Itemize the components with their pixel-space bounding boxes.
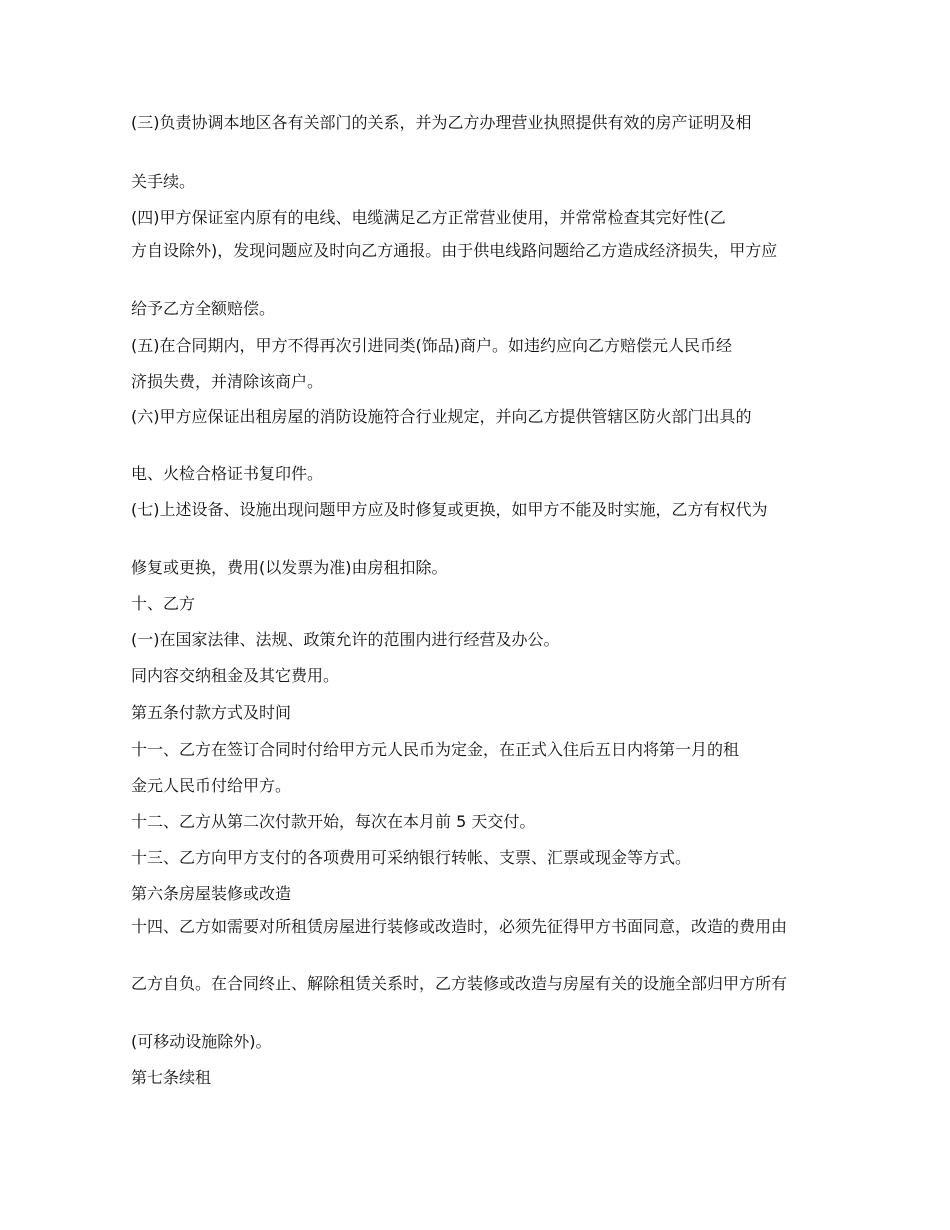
- paragraph-line-17: 十三、乙方向甲方支付的各项费用可采纳银行转帐、支票、汇票或现金等方式。: [131, 848, 692, 867]
- paragraph-line-11: 修复或更换，费用(以发票为准)由房租扣除。: [131, 558, 448, 577]
- paragraph-line-15: 金元人民币付给甲方。: [131, 776, 292, 795]
- paragraph-line-7: 济损失费，并清除该商户。: [131, 372, 324, 391]
- paragraph-line-13: 同内容交纳租金及其它费用。: [131, 666, 340, 685]
- paragraph-line-2: 关手续。: [131, 172, 196, 191]
- article-heading-6: 第六条房屋装修或改造: [131, 884, 292, 903]
- paragraph-line-19: 乙方自负。在合同终止、解除租赁关系时，乙方装修或改造与房屋有关的设施全部归甲方所有: [131, 974, 788, 993]
- paragraph-line-1: (三)负责协调本地区各有关部门的关系，并为乙方办理营业执照提供有效的房产证明及相: [131, 113, 752, 132]
- paragraph-line-8: (六)甲方应保证出租房屋的消防设施符合行业规定，并向乙方提供管辖区防火部门出具的: [131, 407, 752, 426]
- paragraph-line-16: 十二、乙方从第二次付款开始，每次在本月前 5 天交付。: [131, 812, 536, 831]
- paragraph-line-14: 十一、乙方在签订合同时付给甲方元人民币为定金，在正式入住后五日内将第一月的租: [131, 740, 740, 759]
- article-heading-7: 第七条续租: [131, 1068, 212, 1087]
- article-heading-5: 第五条付款方式及时间: [131, 703, 292, 722]
- paragraph-line-3: (四)甲方保证室内原有的电线、电缆满足乙方正常营业使用，并常常检查其完好性(乙: [131, 208, 726, 227]
- paragraph-line-9: 电、火检合格证书复印件。: [131, 464, 324, 483]
- paragraph-line-4: 方自设除外)，发现问题应及时向乙方通报。由于供电线路问题给乙方造成经济损失，甲方应: [131, 241, 778, 260]
- paragraph-line-5: 给予乙方全额赔偿。: [131, 299, 276, 318]
- section-heading-10: 十、乙方: [131, 594, 196, 613]
- paragraph-line-20: (可移动设施除外)。: [131, 1032, 272, 1051]
- paragraph-line-6: (五)在合同期内，甲方不得再次引进同类(饰品)商户。如违约应向乙方赔偿元人民币经: [131, 336, 732, 355]
- paragraph-line-18: 十四、乙方如需要对所租赁房屋进行装修或改造时，必须先征得甲方书面同意，改造的费用由: [131, 917, 788, 936]
- paragraph-line-12: (一)在国家法律、法规、政策允许的范围内进行经营及办公。: [131, 630, 560, 649]
- paragraph-line-10: (七)上述设备、设施出现问题甲方应及时修复或更换，如甲方不能及时实施，乙方有权代为: [131, 500, 768, 519]
